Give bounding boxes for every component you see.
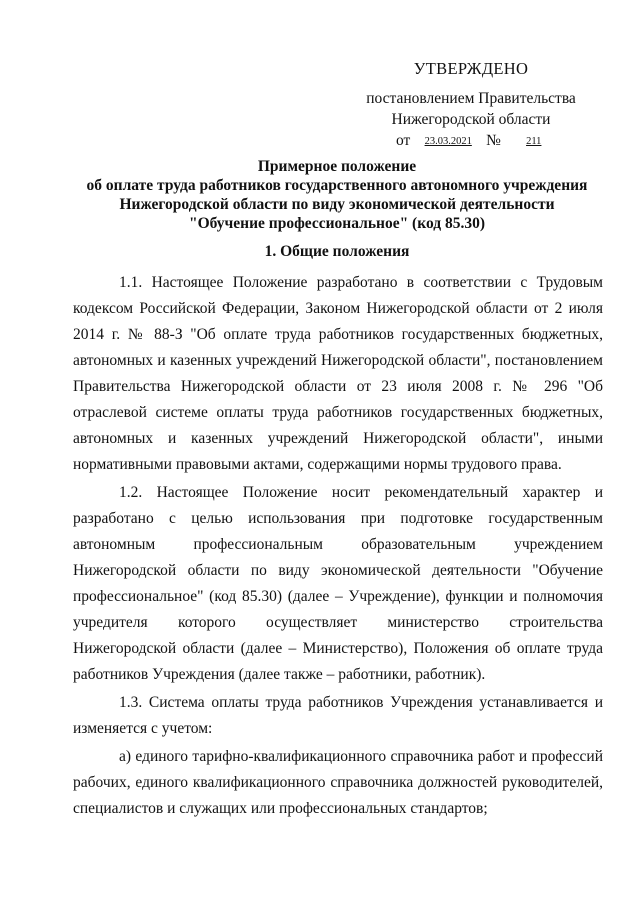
- approval-stamp: УТВЕРЖДЕНО: [413, 59, 529, 78]
- approval-date: 23.03.2021: [424, 136, 472, 147]
- number-sign: №: [486, 132, 501, 149]
- approval-block: [356, 58, 586, 152]
- title-line-1: Примерное положение: [257, 158, 417, 175]
- approval-date-line: [356, 130, 586, 152]
- paragraph-1-2: 1.2. Настоящее Положение носит рекомендательный характер и разработано с целью использования при подготовке государственным автономным профессиональным образовательным учреждением Нижегородской области по виду экономической деятельности "Обучение профессиональное" (код 85.30) (далее – Учреждение), функции и полномочия учредителя которого осуществляет министерство строительства Нижегородской области (далее – Министерство), Положения об оплате труда работников Учреждения (далее также – работники, работник).: [73, 484, 603, 683]
- paragraph-1-3-a: а) единого тарифно-квалификационного справочника работ и профессий рабочих, единого квалификационного справочника должностей руководителей, специалистов и служащих или профессиональных стандартов;: [73, 748, 603, 817]
- title-line-3: Нижегородской области по виду экономической деятельности: [119, 196, 555, 213]
- approval-number: 211: [526, 136, 542, 147]
- title-line-4: "Обучение профессиональное" (код 85.30): [188, 215, 486, 232]
- approval-line-2: Нижегородской области: [391, 111, 551, 128]
- document-title: [60, 157, 614, 233]
- document-body: [73, 270, 603, 824]
- approval-line-1: постановлением Правительства: [366, 90, 576, 107]
- paragraph-1-1: 1.1. Настоящее Положение разработано в соответствии с Трудовым кодексом Российской Федерации, Законом Нижегородской области от 2 июля 2014 г. № 88-З "Об оплате труда работников государственных бюджетных, автономных и казенных учреждений Нижегородской области", постановлением Правительства Нижегородской области от 23 июля 2008 г. № 296 "Об отраслевой системе оплаты труда работников государственных бюджетных, автономных и казенных учреждений Нижегородской области", иными нормативными правовыми актами, содержащими нормы трудового права.: [73, 274, 603, 473]
- section-heading: 1. Общие положения: [264, 243, 410, 260]
- from-label: от: [396, 132, 411, 149]
- title-line-2: об оплате труда работников государственного автономного учреждения: [86, 177, 588, 194]
- paragraph-1-3: 1.3. Система оплаты труда работников Учреждения устанавливается и изменяется с учетом:: [73, 694, 603, 737]
